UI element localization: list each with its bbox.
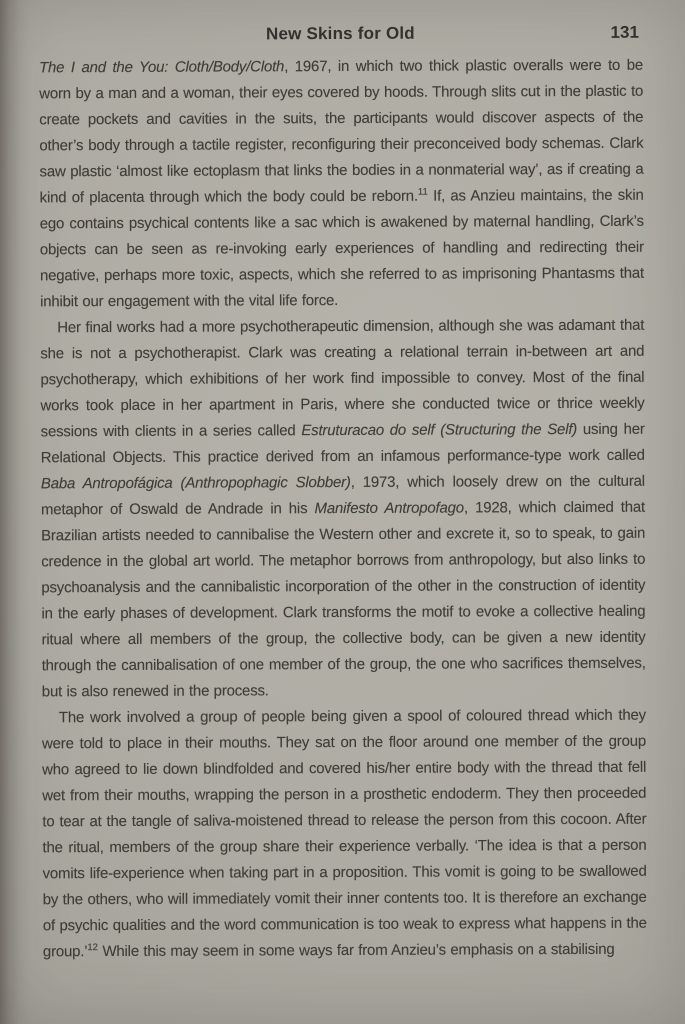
chapter-title: New Skins for Old [265,23,415,44]
text-run: The work involved a group of people being given a spool of coloured thread which they were told to place in their mouths. They sat on the floor around one member of the group who agreed to lie down blindfolded and covered his/her entire body with the thread that fell wet from their mouths, wrapping the person in a prosthetic endoderm. They then proceeded to tear at the tangle of saliva-moistened thread to release the person from this cocoon. After the ritual, members of the group share their experience verbally. ‘The idea is that a person vomits life-experience when taking part in a proposition. This vomit is going to be swallowed by the others, who will immediately vomit their inner contents too. It is therefore an exchange of psychic qualities and the word communication is too weak to express what happens in the group.’ [41,706,647,961]
text-run: If, as Anzieu maintains, the skin ego contains psychical contents like a sac which is awakened by maternal handling, Clark’s objects can be seen as re-invoking early experiences of handling and redirecting their negative, perhaps more toxic, aspects, which she referred to as imprisoning Phantasms that inhibit our engagement with the vital life force. [39,186,644,311]
footnote-ref: 11 [417,186,428,198]
text-run: , 1928, which claimed that Brazilian artists needed to cannibalise the Western other and excrete it, so to speak, to gain credence in the global art world. The metaphor borrows from anthropology, but also links to psychoanalysis and the cannibalistic incorporation of the other in the construction of identity in the early phases of development. Clark transforms the motif to evoke a collective healing ritual where all members of the group, the collective body, can be given a new identity through the cannibalisation of one member of the group, the one who sacrifices themselves, but is also renewed in the process. [41,498,646,701]
text-run: Manifesto Antropofago [314,499,464,518]
paragraph [39,53,644,316]
text-run: Estruturacao do self (Structuring the Self) [301,420,578,440]
text-block [39,53,647,966]
text-run: using her Relational Objects. This practice derived from an infamous performance-type work called [40,420,645,467]
paragraph [40,313,646,706]
page-number: 131 [610,22,639,42]
page-header [0,23,683,48]
text-run: , 1973, which loosely drew on the cultural metaphor of Oswald de Andrade in his [40,472,645,519]
text-run: The I and the You: Cloth/Body/Cloth [39,58,285,77]
paragraph [42,703,647,966]
text-run: While this may seem in some ways far from Anzieu’s emphasis on a stabilising [97,940,615,961]
footnote-ref: 12 [87,942,98,954]
text-run: Baba Antropofágica (Anthropophagic Slobber) [40,473,351,493]
text-run: , 1967, in which two thick plastic overalls were to be worn by a man and a woman, their eyes covered by hoods. Through slits cut in the plastic to create pockets and cavities in the suits, the participants would discover aspects of the other’s body through a tactile register, reconfiguring their preconceived body schemas. Clark saw plastic ‘almost like ectoplasm that links the bodies in a nonmaterial way’, as if creating a kind of placenta through which the body could be reborn. [39,56,644,207]
text-run: Her final works had a more psychotherapeutic dimension, although she was adamant that she is not a psychotherapist. Clark was creating a relational terrain in-between art and psychotherapy, which exhibitions of her work find impossible to convey. Most of the final works took place in her apartment in Paris, where she conducted twice or thrice weekly sessions with clients in a series called [40,316,645,441]
